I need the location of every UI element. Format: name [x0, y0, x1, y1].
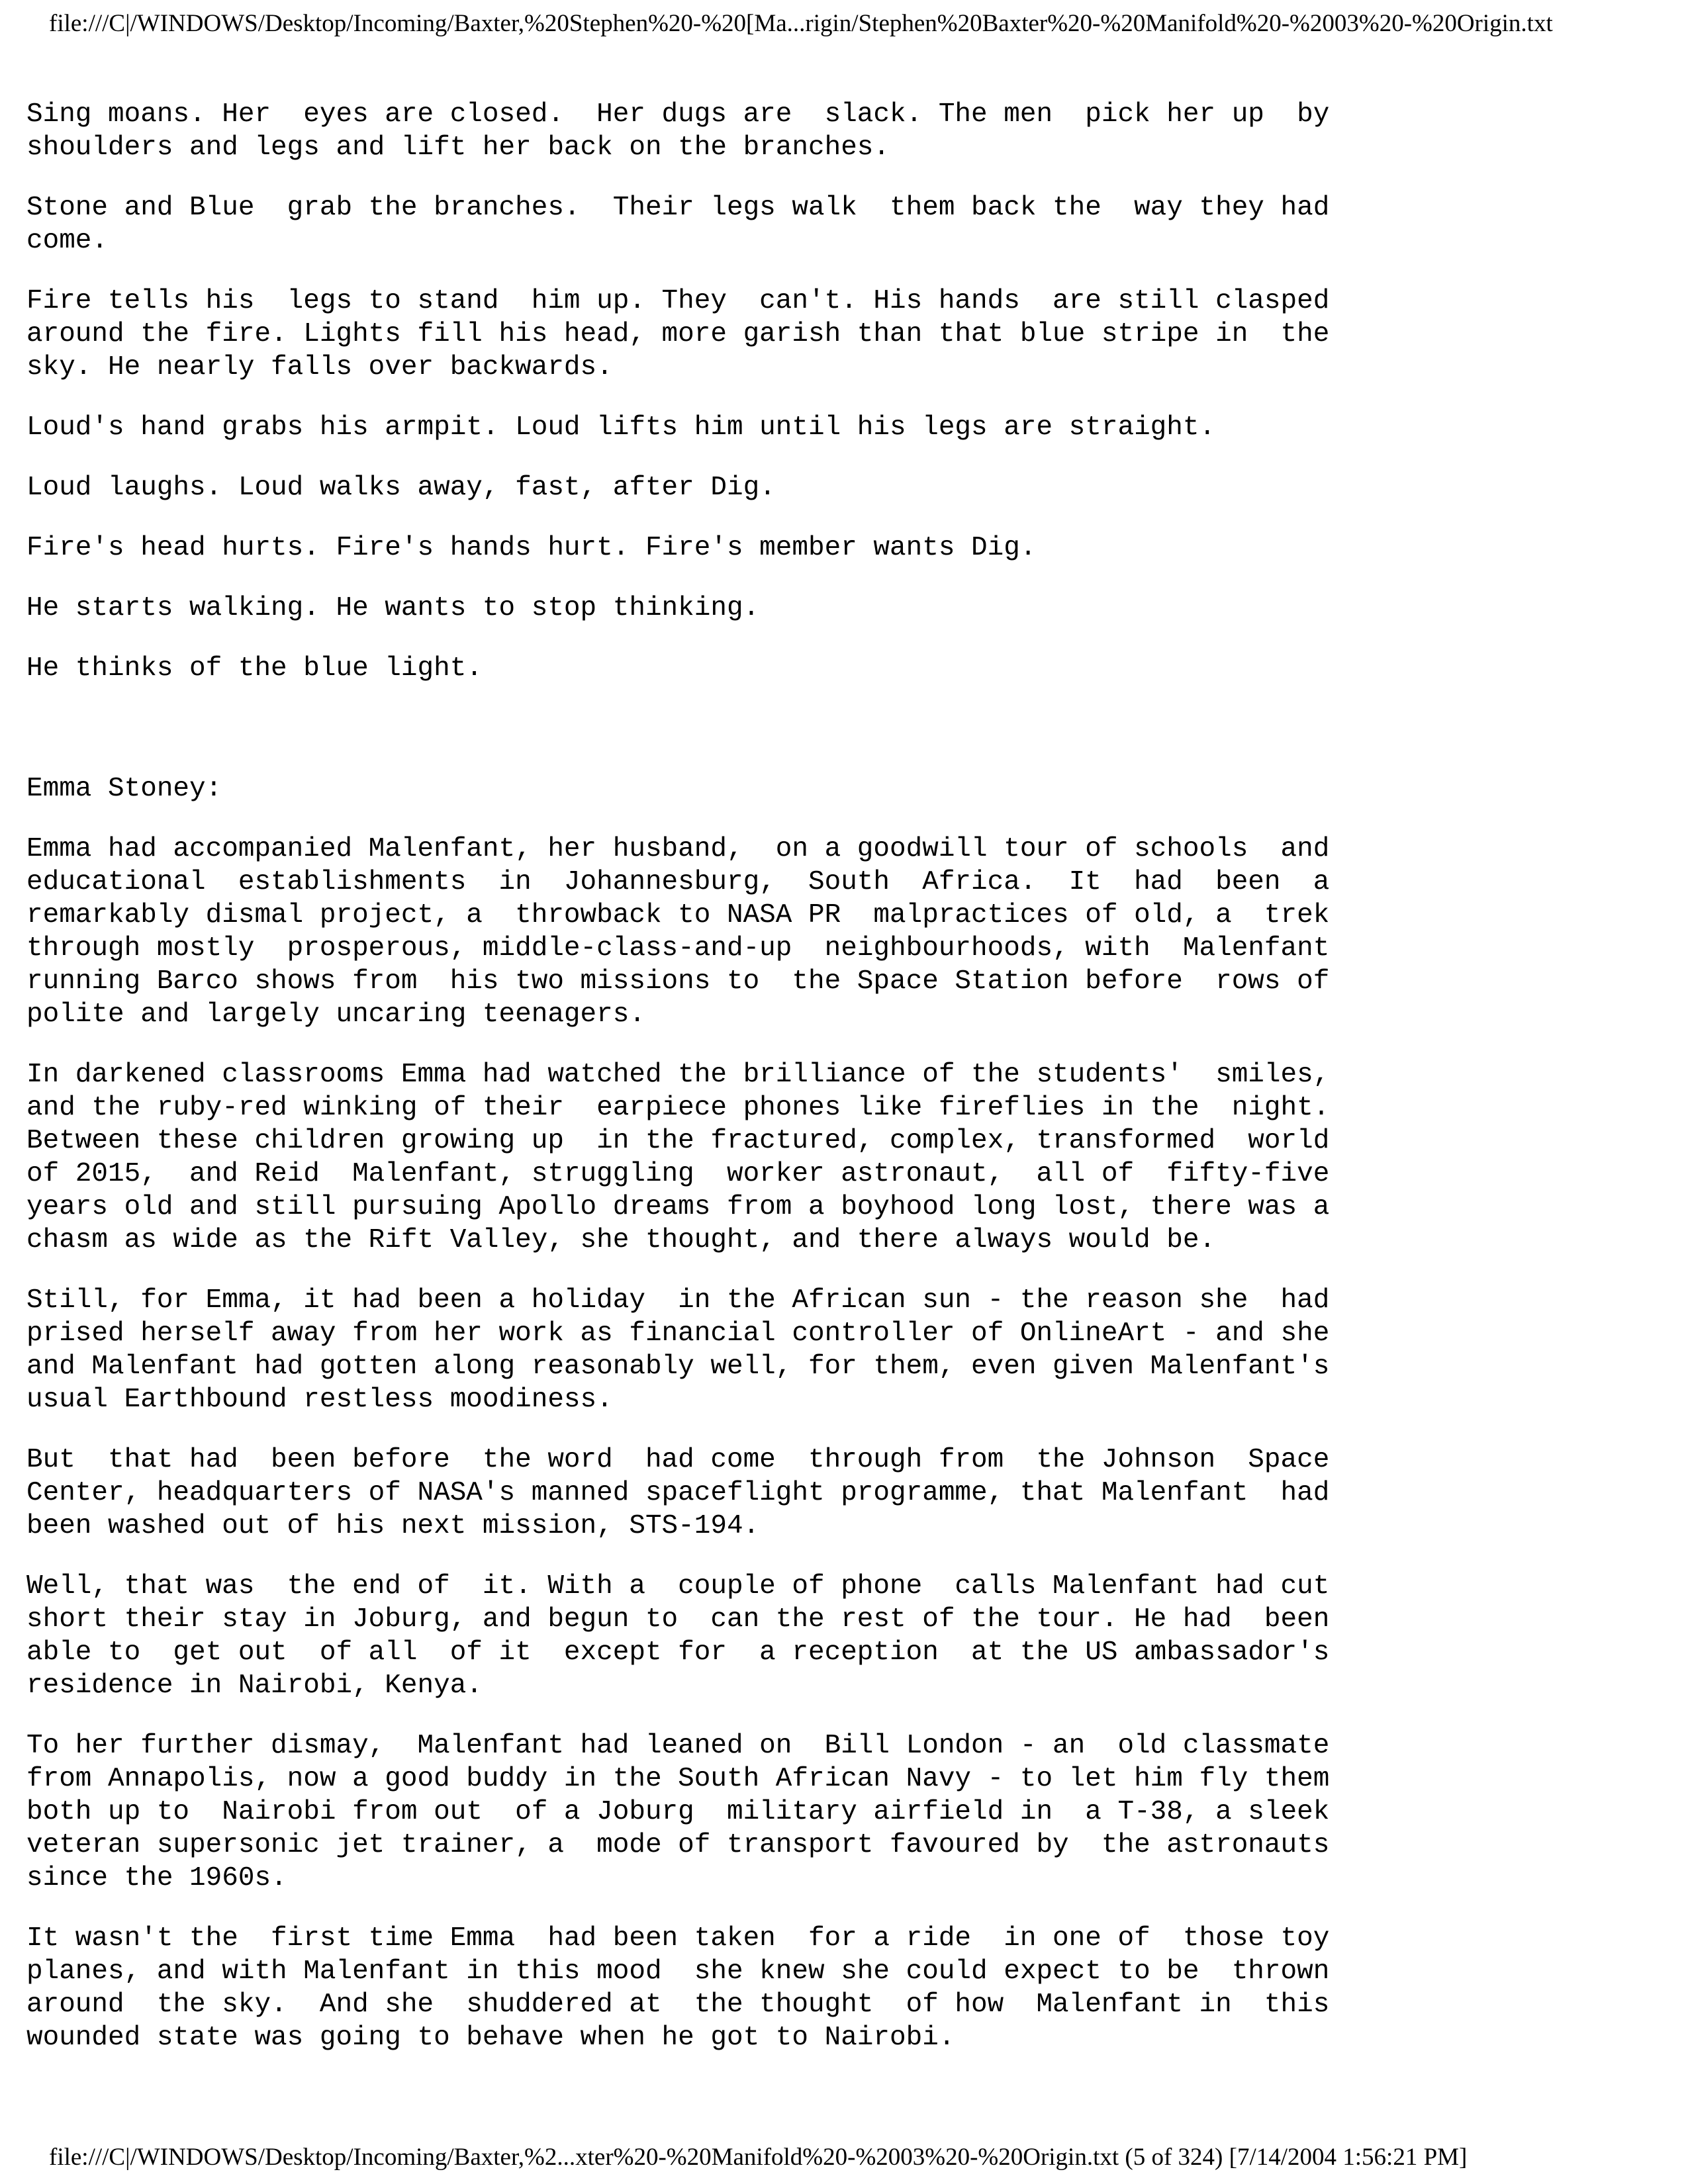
paragraph: Sing moans. Her eyes are closed. Her dugs are slack. The men pick her up by shoulders and legs and lift her back on the branches.: [26, 99, 1330, 163]
paragraph: It wasn't the first time Emma had been taken for a ride in one of those toy planes, and with Malenfant in this mood she knew she could expect to be thrown around the sky. And she shuddered at the thought of how Malenfant in this wounded state was going to behave when he got to Nairobi.: [26, 1923, 1330, 2053]
paragraph: Emma had accompanied Malenfant, her husband, on a goodwill tour of schools and educational establishments in Johannesburg, South Africa. It had been a remarkably dismal project, a throwback to NASA PR malpractices of old, a trek through mostly prosperous, middle-class-and-up neighbourhoods, with Malenfant running Barco shows from his two missions to the Space Station before rows of polite and largely uncaring teenagers.: [26, 834, 1330, 1030]
section-spacer: [26, 712, 1417, 772]
paragraph: Well, that was the end of it. With a couple of phone calls Malenfant had cut short their stay in Joburg, and begun to can the rest of the tour. He had been able to get out of all of it except for a reception at the US ambassador's residence in Nairobi, Kenya.: [26, 1571, 1330, 1701]
paragraph: In darkened classrooms Emma had watched the brilliance of the students' smiles, and the ruby-red winking of their earpiece phones like fireflies in the night. Between these children growing up in the fractured, complex, transformed world of 2015, and Reid Malenfant, struggling worker astronaut, all of fifty-five years old and still pursuing Apollo dreams from a boyhood long lost, there was a chasm as wide as the Rift Valley, she thought, and there always would be.: [26, 1060, 1330, 1255]
page-count: (5 of 324): [1125, 2144, 1223, 2171]
print-footer: [49, 2143, 1467, 2172]
paragraph: Loud's hand grabs his armpit. Loud lifts him until his legs are straight.: [26, 412, 1216, 443]
paragraph: Still, for Emma, it had been a holiday in the African sun - the reason she had prised herself away from her work as financial controller of OnlineArt - and she and Malenfant had gotten along reasonably well, for them, even given Malenfant's usual Earthbound restless moodiness.: [26, 1285, 1330, 1415]
print-header-path: file:///C|/WINDOWS/Desktop/Incoming/Baxter,%20Stephen%20-%20[Ma...rigin/Stephen%20Baxter%20-%20Manifold%20-%2003%20-%20Origin.txt: [49, 10, 1553, 37]
section-heading: Emma Stoney:: [26, 774, 222, 804]
paragraph: But that had been before the word had come through from the Johnson Space Center, headquarters of NASA's manned spaceflight programme, that Malenfant had been washed out of his next mission, STS-194.: [26, 1445, 1330, 1541]
paragraph: Stone and Blue grab the branches. Their legs walk them back the way they had come.: [26, 193, 1330, 256]
paragraph: Fire's head hurts. Fire's hands hurt. Fire's member wants Dig.: [26, 533, 1037, 563]
print-timestamp: [7/14/2004 1:56:21 PM]: [1229, 2144, 1468, 2171]
paragraph: He starts walking. He wants to stop thinking.: [26, 593, 760, 623]
paragraph: He thinks of the blue light.: [26, 653, 483, 684]
paragraph: Fire tells his legs to stand him up. They can't. His hands are still clasped around the fire. Lights fill his head, more garish than that blue stripe in the sky. He nearly falls over backwards.: [26, 286, 1330, 383]
print-footer-path: file:///C|/WINDOWS/Desktop/Incoming/Baxter,%2...xter%20-%20Manifold%20-%2003%20-%20Origin.txt: [49, 2144, 1119, 2171]
paragraph: To her further dismay, Malenfant had leaned on Bill London - an old classmate from Annapolis, now a good buddy in the South African Navy - to let him fly them both up to Nairobi from out of a Joburg military airfield in a T-38, a sleek veteran supersonic jet trainer, a mode of transport favoured by the astronauts since the 1960s.: [26, 1731, 1330, 1893]
paragraph: Loud laughs. Loud walks away, fast, after Dig.: [26, 473, 776, 503]
document-body: [26, 98, 1417, 2081]
